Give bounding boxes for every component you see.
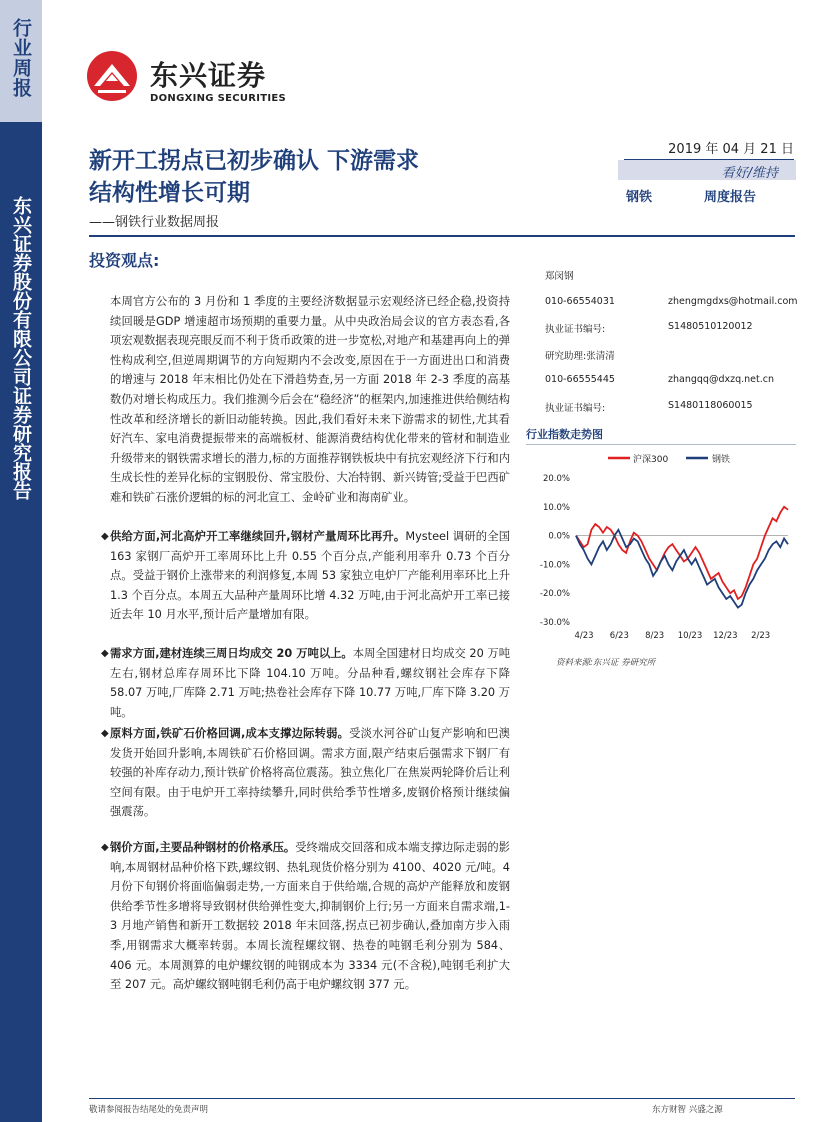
report-title-line1: 新开工拐点已初步确认 下游需求	[89, 148, 420, 174]
x-tick-label: 4/23	[574, 631, 594, 641]
chart-legend	[608, 453, 730, 465]
x-tick-label: 6/23	[609, 631, 629, 641]
analyst-phone: 010-66554031	[545, 296, 615, 307]
x-tick-label: 8/23	[645, 631, 665, 641]
bullet-icon: ◆	[101, 728, 109, 739]
bullet-text: 受淡水河谷矿山复产影响和巴澳发货开始回升影响,本周铁矿石价格回调。需求方面,限产结束后强需求下钢厂有较强的补库存动力,预计铁矿价格将高位震荡。独立焦化厂在焦炭两轮降价后让利空间有限。由于电炉开工率持续攀升,同时供给季节性增多,废钢价格预计继续偏强震荡。	[110, 727, 510, 819]
y-tick-label: -10.0%	[539, 560, 570, 571]
legend-label-steel: 钢铁	[712, 455, 731, 465]
y-tick-label: -20.0%	[539, 589, 570, 600]
y-tick-label: -30.0%	[539, 618, 570, 628]
report-type-label: 周度报告	[704, 190, 757, 205]
y-tick-label: 20.0%	[542, 474, 570, 484]
report-subtitle: ——钢铁行业数据周报	[89, 215, 220, 230]
assistant-cert-label: 执业证书编号:	[545, 403, 606, 414]
bullet-icon: ◆	[101, 648, 109, 659]
bullet-icon: ◆	[101, 531, 109, 542]
bullet-text: Mysteel 调研的全国 163 家钢厂高炉开工率周环比上升 0.55 个百分点,产能利用率升 0.73 个百分点。受益于钢价上涨带来的利润修复,本周 53 家独立电炉厂产能利用率环比上升 1.3 个百分点。本周五大品种产量周环比增 4.32 万吨,由于河北高炉开工率已接近去年 10 月水平,预计后产量增加有限。	[110, 530, 510, 622]
bullet-lead: 需求方面,建材连续三周日均成交 20 万吨以上。	[110, 647, 353, 660]
report-date: 2019 年 04 月 21 日	[624, 138, 794, 160]
assistant-email: zhangqq@dxzq.net.cn	[668, 374, 774, 385]
company-logo-icon	[86, 50, 138, 102]
footer-divider	[89, 1098, 795, 1099]
header-divider	[89, 235, 795, 237]
logo-cn-text: 东兴证券	[150, 59, 267, 92]
rating-box	[618, 160, 796, 180]
bullet-text: 本周全国建材日均成交 20 万吨左右,钢材总库存周环比下降 104.10 万吨。分品种看,螺纹钢社会库存下降 58.07 万吨,厂库降 2.71 万吨;热卷社会库存下降 10.77 万吨,厂库下降 3.20 万吨。	[110, 647, 510, 719]
chart-title: 行业指数走势图	[526, 428, 603, 441]
x-tick-label: 12/23	[713, 631, 738, 641]
bullet-lead: 钢价方面,主要品种钢材的价格承压。	[110, 841, 296, 854]
report-title-line2: 结构性增长可期	[89, 180, 250, 206]
chart-divider	[526, 444, 796, 445]
logo-en-text: DONGXING SECURITIES	[150, 93, 287, 104]
series-line-steel	[576, 530, 788, 608]
analyst-cert-label: 执业证书编号:	[545, 324, 606, 335]
y-tick-label: 10.0%	[542, 502, 570, 513]
industry-label: 钢铁	[626, 190, 653, 205]
bullet-lead: 供给方面,河北高炉开工率继续回升,钢材产量周环比再升。	[110, 530, 406, 543]
assistant-cert: S1480118060015	[668, 400, 753, 411]
footer-slogan: 东方财智 兴盛之源	[652, 1105, 723, 1115]
chart-source: 资料来源:东兴证 券研究所	[556, 658, 656, 668]
assistant-phone: 010-66555445	[545, 374, 615, 385]
analyst-name: 郑闵钢	[545, 271, 574, 282]
y-tick-label: 0.0%	[548, 531, 570, 542]
x-tick-label: 10/23	[677, 631, 703, 641]
x-tick-label: 2/23	[751, 631, 771, 641]
index-trend-chart	[526, 446, 796, 646]
assistant-label: 研究助理:张清清	[545, 351, 615, 362]
analyst-cert: S1480510120012	[668, 321, 753, 332]
footer-disclaimer: 敬请参阅报告结尾处的免责声明	[89, 1105, 209, 1115]
bullet-text: 受终端成交回落和成本端支撑边际走弱的影响,本周钢材品种价格下跌,螺纹钢、热轧现货价格分别为 4100、4020 元/吨。4 月份下旬钢价将面临偏弱走势,一方面来自于供给端,合规的高炉产能释放和废钢供给季节性多增将导致钢材供给弹性变大,抑制钢价上行;另一方面来自需求端,1-3 月地产销售和新开工数据较 2018 年末回落,拐点已初步确认,叠加南方步入雨季,用钢需求大概率转弱。本周长流程螺纹钢、热卷的吨钢毛利分别为 584、406 元。本周测算的电炉螺纹钢的吨钢成本为 3334 元(不含税),吨钢毛利扩大至 207 元。高炉螺纹钢吨钢毛利仍高于电炉螺纹钢 377 元。	[110, 841, 510, 992]
legend-label-hs300: 沪深300	[633, 455, 669, 465]
intro-paragraph: 本周官方公布的 3 月份和 1 季度的主要经济数据显示宏观经济已经企稳,投资持续回暖是GDP 增速超市场预期的重要力量。从中央政治局会议的官方表态看,各项宏观数据表现亮眼反而不利于货币政策的进一步宽松,对地产和基建再向上的弹性构成利空,但逆周期调节的方向短期内不会改变,原因在于一方面进出口和消费的增速与 2018 年末相比仍处在下滑趋势查,另一方面 2018 年 2-3 季度的高基数仍对增长构成压力。我们推测今后会在“稳经济”的框架内,加速推进供给侧结构性改革和经济增长的新旧动能转换。因此,我们看好未来下游需求的韧性,尤其看好汽车、家电消费提振带来的高端板材、能源消费结构优化带来的管材和制造业升级带来的钢铁需求增长的潜力,标的方面推荐钢铁板块中有抗宏观经济下行和内生成长性的差异化标的宝钢股份、常宝股份、大冶特钢、新兴铸管;受益于巴西矿难和铁矿石涨价逻辑的标的河北宣工、金岭矿业和海南矿业。	[110, 295, 510, 504]
analyst-email: zhengmgdxs@hotmail.com	[668, 296, 798, 307]
section-heading: 投资观点:	[89, 251, 160, 270]
report-category-label: 行业周报	[10, 18, 32, 98]
bullet-lead: 原料方面,铁矿石价格回调,成本支撑边际转弱。	[110, 727, 350, 740]
bullet-price	[101, 838, 510, 995]
bullet-demand	[101, 644, 510, 722]
rating-label: 看好/维持	[721, 166, 778, 181]
bullet-icon: ◆	[101, 842, 109, 853]
company-vertical-label: 东兴证券股份有限公司证券研究报告	[10, 196, 32, 500]
bullet-raw-material	[101, 724, 510, 822]
bullet-supply	[101, 527, 510, 625]
